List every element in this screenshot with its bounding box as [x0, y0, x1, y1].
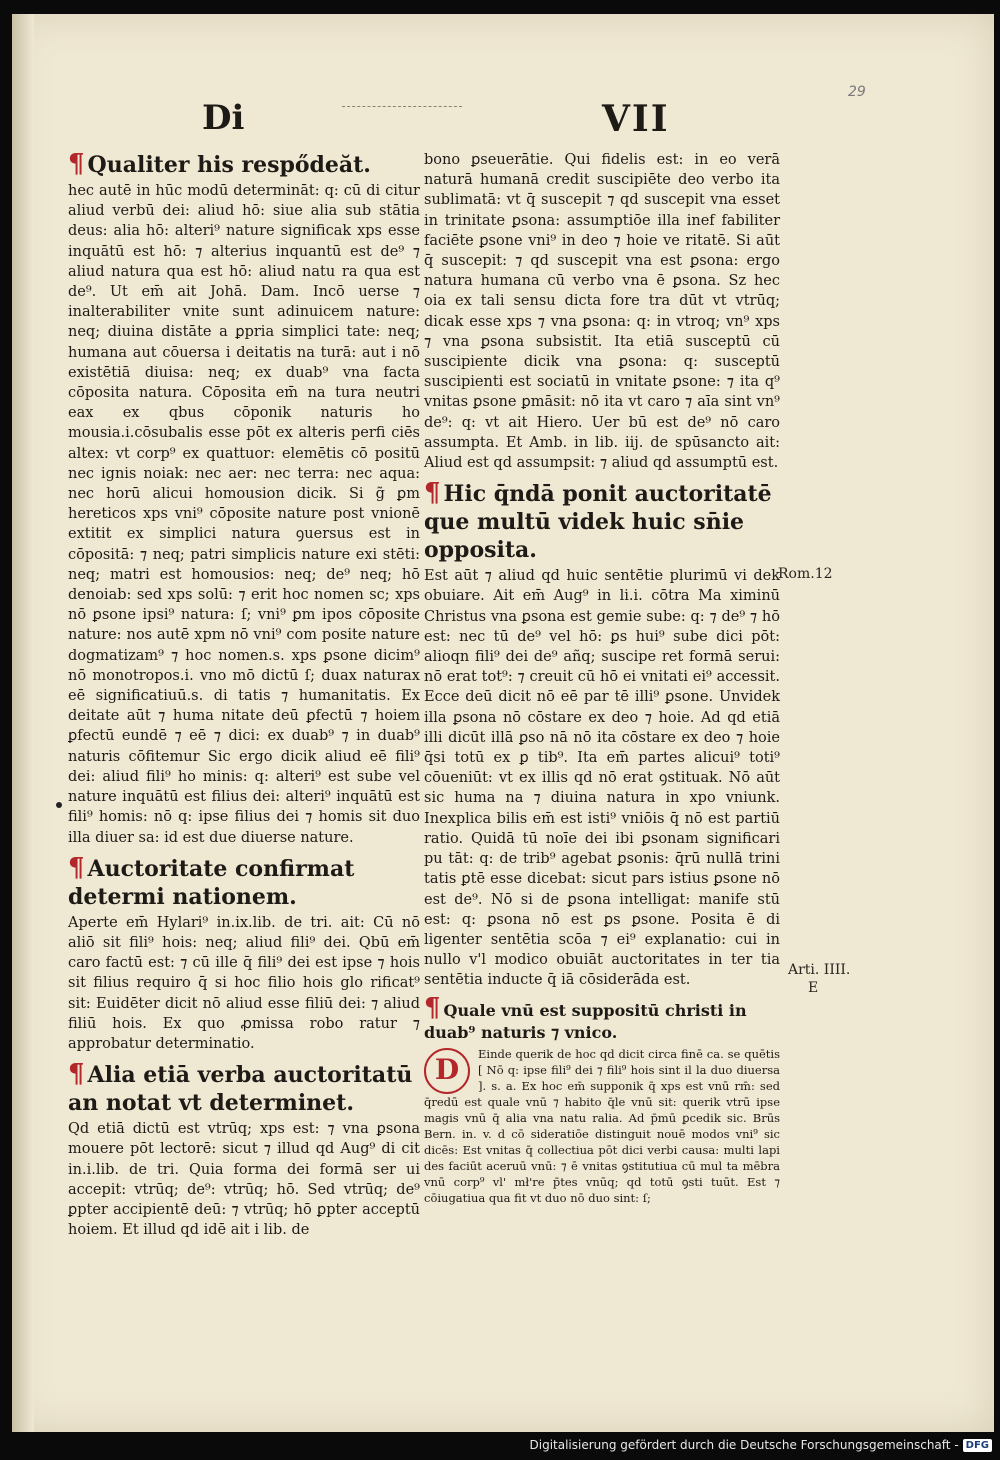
running-head-right: VII: [602, 98, 670, 140]
rubric-pilcrow-icon: ¶: [424, 992, 441, 1023]
page-gutter-shadow: [12, 14, 34, 1432]
funding-credit: Digitalisierung gefördert durch die Deutsche Forschungsgemeinschaft -: [529, 1438, 959, 1452]
header-divider: [342, 106, 462, 107]
marginal-note-letter: E: [808, 980, 819, 996]
manuscript-page: [12, 14, 994, 1432]
paragraph-determination: hec autē in hūc modū determināt: q: cū di citur aliud verbū dei: aliud hō: siue alia sub stātia deus: alia hō: alteri⁹ nature significak xps esse inquātū est hō: ⁊ alterius inquantū est de⁹ ⁊ aliud natura qua est hō: aliud natu ra qua est de⁹. Ut em̄ ait Johā. Dam. Incō uerse ⁊ inalterabiliter vnite sunt adinuicem nature: neq; diuina distāte a ꝑpria simplici tate: neq; humana aut cōuersa i deitatis na turā: aut i nō existētiā diuisa: neq; ex duab⁹ vna facta cōposita natura. Cōposita em̄ na tura neutri eax ex qbus cōponik naturis ho mousia.i.cōsubalis esse pōt ex alteris perfi ciēs altex: vt corp⁹ ex quattuor: elemētis cō positū nec ignis noiak: nec aer: nec terra: nec aqua: nec horū alicui homousion dicik. Si g̃ ꝑm hereticos xps vni⁹ cōposite nature post vnionē extitit ex simplici natura ꝯuersus est in cōpositā: ⁊ neq; patri simplicis nature exi stēti: neq; matri est homousios: neq; de⁹ neq; hō denoiab: sed xps solū: ⁊ erit hoc nomen sc; xps nō ꝑsone ipsi⁹ natura: ſ; vni⁹ ꝑm ipos cōposite nature: nos autē xpm nō vni⁹ com posite nature dogmatizam⁹ ⁊ hoc nomen.s. xps ꝑsone dicim⁹ nō monotropos.i. vno mō dictū ſ; duax naturax eē significatiuū.s. di tatis ⁊ humanitatis. Ex deitate aūt ⁊ huma nitate deū ꝑfectū ⁊ hoiem ꝑfectū eundē ⁊ eē ⁊ dici: ex duab⁹ ⁊ in duab⁹ naturis cōfitemur Sic ergo dicik aliud eē fili⁹ dei: aliud fili⁹ ho minis: q: alteri⁹ est sube vel nature inquātū est filius dei: alteri⁹ inquātū est fili⁹ homis: nō q: ipse filius dei ⁊ homis sit duo illa diuer sa: id est due diuerse nature.: [68, 183, 420, 846]
rubric-pilcrow-icon: ¶: [68, 852, 85, 883]
heading-alia: ¶ Alia etiā verba auctoritatū an notat vt determinet.: [68, 1059, 413, 1117]
rubric-pilcrow-icon: ¶: [68, 1059, 85, 1090]
rubric-pilcrow-icon: ¶: [424, 478, 441, 509]
marginal-note-rom: Rom.12: [778, 566, 833, 582]
folio-number: 29: [848, 84, 866, 100]
paragraph-commentary: D Einde querik de hoc qd dicit circa finē ca. se quētis [ Nō q: ipse fili⁹ dei ⁊ fili⁹ hois sint il la duo diuersa ]. s. a. Ex hoc em̄ supponik q̄ xps est vnū rm̄: sed q̄redū est quale vnū ⁊ habito q̄le vnū sit: querik vtrū ipse magis vnū q̄ alia vna natu ralia. Ad p̄mū ꝑcedik sic. Brūs Bern. in. v. d cō sideratiōe distinguit nouē modos vni⁹ sic dicēs: Est vnitas q̄ collectiua pōt dici verbi causa: multi lapi des faciūt aceruū vnū: ⁊ ē vnitas ꝯstitutiua cū mul ta mēbra vnū corp⁹ vl' mł're p̄tes vnūq; qd totū ꝯsti tuūt. Est ⁊ cōiugatiua qua fit vt duo nō duo sint: ſ;: [424, 1046, 780, 1205]
paragraph-perseverantia: bono ꝑseuerātie. Qui fidelis est: in eo verā naturā humanā credit suscipiēte deo verbo ita sublimatā: vt q̄ suscepit ⁊ qd suscepit vna esset in trinitate ꝑsona: assumptiōe illa inef fabiliter faciēte ꝑsone vni⁹ in deo ⁊ hoie ve ritatē. Si aūt q̄ suscepit: ⁊ qd suscepit vna est ꝑsona: ergo natura humana cū verbo vna ē ꝑsona. Sz hec oia ex tali sensu dicta fore tra dūt vt vtrūq; dicak esse xps ⁊ vna ꝑsona: q: in vtroq; vn⁹ xps ⁊ vna ꝑsona subsistit. Ita etiā susceptū cū suscipiente dicik vna ꝑsona: q: susceptū suscipienti est sociatū in vnitate ꝑsone: ⁊ ita q⁹ vnitas ꝑsone ꝑmāsit: nō ita vt caro ⁊ aīa sint vn⁹ de⁹: q: vt ait Hiero. Uer bū est de⁹ nō caro assumpta. Et Amb. in lib. iij. de spūsancto ait: Aliud est qd assumpsit: ⁊ aliud qd assumptū est.: [424, 152, 780, 472]
left-column: [68, 150, 420, 1246]
heading-qualiter: ¶ Qualiter his respődeăt.: [68, 149, 371, 179]
rubric-pilcrow-icon: ¶: [68, 149, 85, 179]
running-head-left: Di: [202, 98, 245, 138]
paragraph-hylarius: Aperte em̄ Hylari⁹ in.ix.lib. de tri. ait: Cū nō aliō sit fili⁹ hois: neq; aliud fili⁹ dei. Qbū em̄ caro factū est: ⁊ cū ille q̄ fili⁹ dei est ipse ⁊ hois sit filius requiro q̄ si hoc filio hois glo rificat⁹ sit: Euidēter dicit nō aliud esse filiū dei: ⁊ aliud filiū hois. Ex quo ꝓmissa robo ratur ⁊ approbatur determinatio.: [68, 914, 420, 1052]
margin-dot: [56, 802, 62, 808]
digitization-footer: [530, 1438, 993, 1452]
rubricated-initial: D: [424, 1048, 470, 1094]
heading-hic-quendam: ¶ Hic q̄ndā ponit auctoritatē que multū videk huic sn̄ie opposita.: [424, 478, 772, 564]
heading-quale-vnum: ¶ Quale vnū est suppositū christi in duab⁹ naturis ⁊ vnico.: [424, 992, 747, 1042]
right-column: [424, 150, 780, 1212]
dfg-logo: DFG: [963, 1439, 992, 1452]
paragraph-maximinus: Est aūt ⁊ aliud qd huic sentētie plurimū vi dek obuiare. Ait em̄ Aug⁹ in li.i. cōtra Ma ximinū Christus vna ꝑsona est gemie sube: q: ⁊ de⁹ ⁊ hō est: nec tū de⁹ vel hō: ꝑs hui⁹ sube dici pōt: alioqn fili⁹ dei de⁹ añq; suscipe ret formā serui: nō erat tot⁹: ⁊ creuit cū hō ei vnitati ei⁹ accessit. Ecce deū dicit nō eē par tē illi⁹ ꝑsone. Unvidek illa ꝑsona nō cōstare ex deo ⁊ hoie. Ad qd etiā illi dicūt illā ꝑso nā nō ita cōstare ex deo ⁊ hoie q̄si totū ex ꝑ tib⁹. Ita em̄ partes alicui⁹ toti⁹ cōueniūt: vt ex illis qd nō erat ꝯstituak. Nō aūt sic huma na ⁊ diuina natura in xpo vniunk. Inexplica bilis em̄ est isti⁹ vniōis q̄ nō est partiū ratio. Quidā tū noīe dei ibi ꝑsonam significari pu tāt: q: de trib⁹ agebat ꝑsonis: q̄rū nullā trini tatis ꝑtē esse dicebat: sicut pars istius ꝑsone nō est de⁹. Nō si de ꝑsona intelligat: manife stū est: q: ꝑsona nō est ꝑs ꝑsone. Posita ē di ligenter sentētia scōa ⁊ ei⁹ explanatio: cui in nullo v'l modico obuiāt auctoritates in ter tia sentētia inducte q̄ iā cōsiderāda est.: [424, 568, 780, 989]
paragraph-augustinus: Qd etiā dictū est vtrūq; xps est: ⁊ vna ꝑsona mouere pōt lectorē: sicut ⁊ illud qd Aug⁹ di cit in.i.lib. de tri. Quia forma dei formā ser ui accepit: vtrūq; de⁹: vtrūq; hō. Sed vtrūq; de⁹ ꝑpter accipientē deū: ⁊ vtrūq; hō ꝑpter acceptū hoiem. Et illud qd idē ait i lib. de: [68, 1121, 420, 1239]
marginal-note-articulus: Arti. IIII.: [788, 962, 851, 978]
heading-auctoritate: ¶ Auctoritate confirmat determi nationem.: [68, 852, 355, 910]
